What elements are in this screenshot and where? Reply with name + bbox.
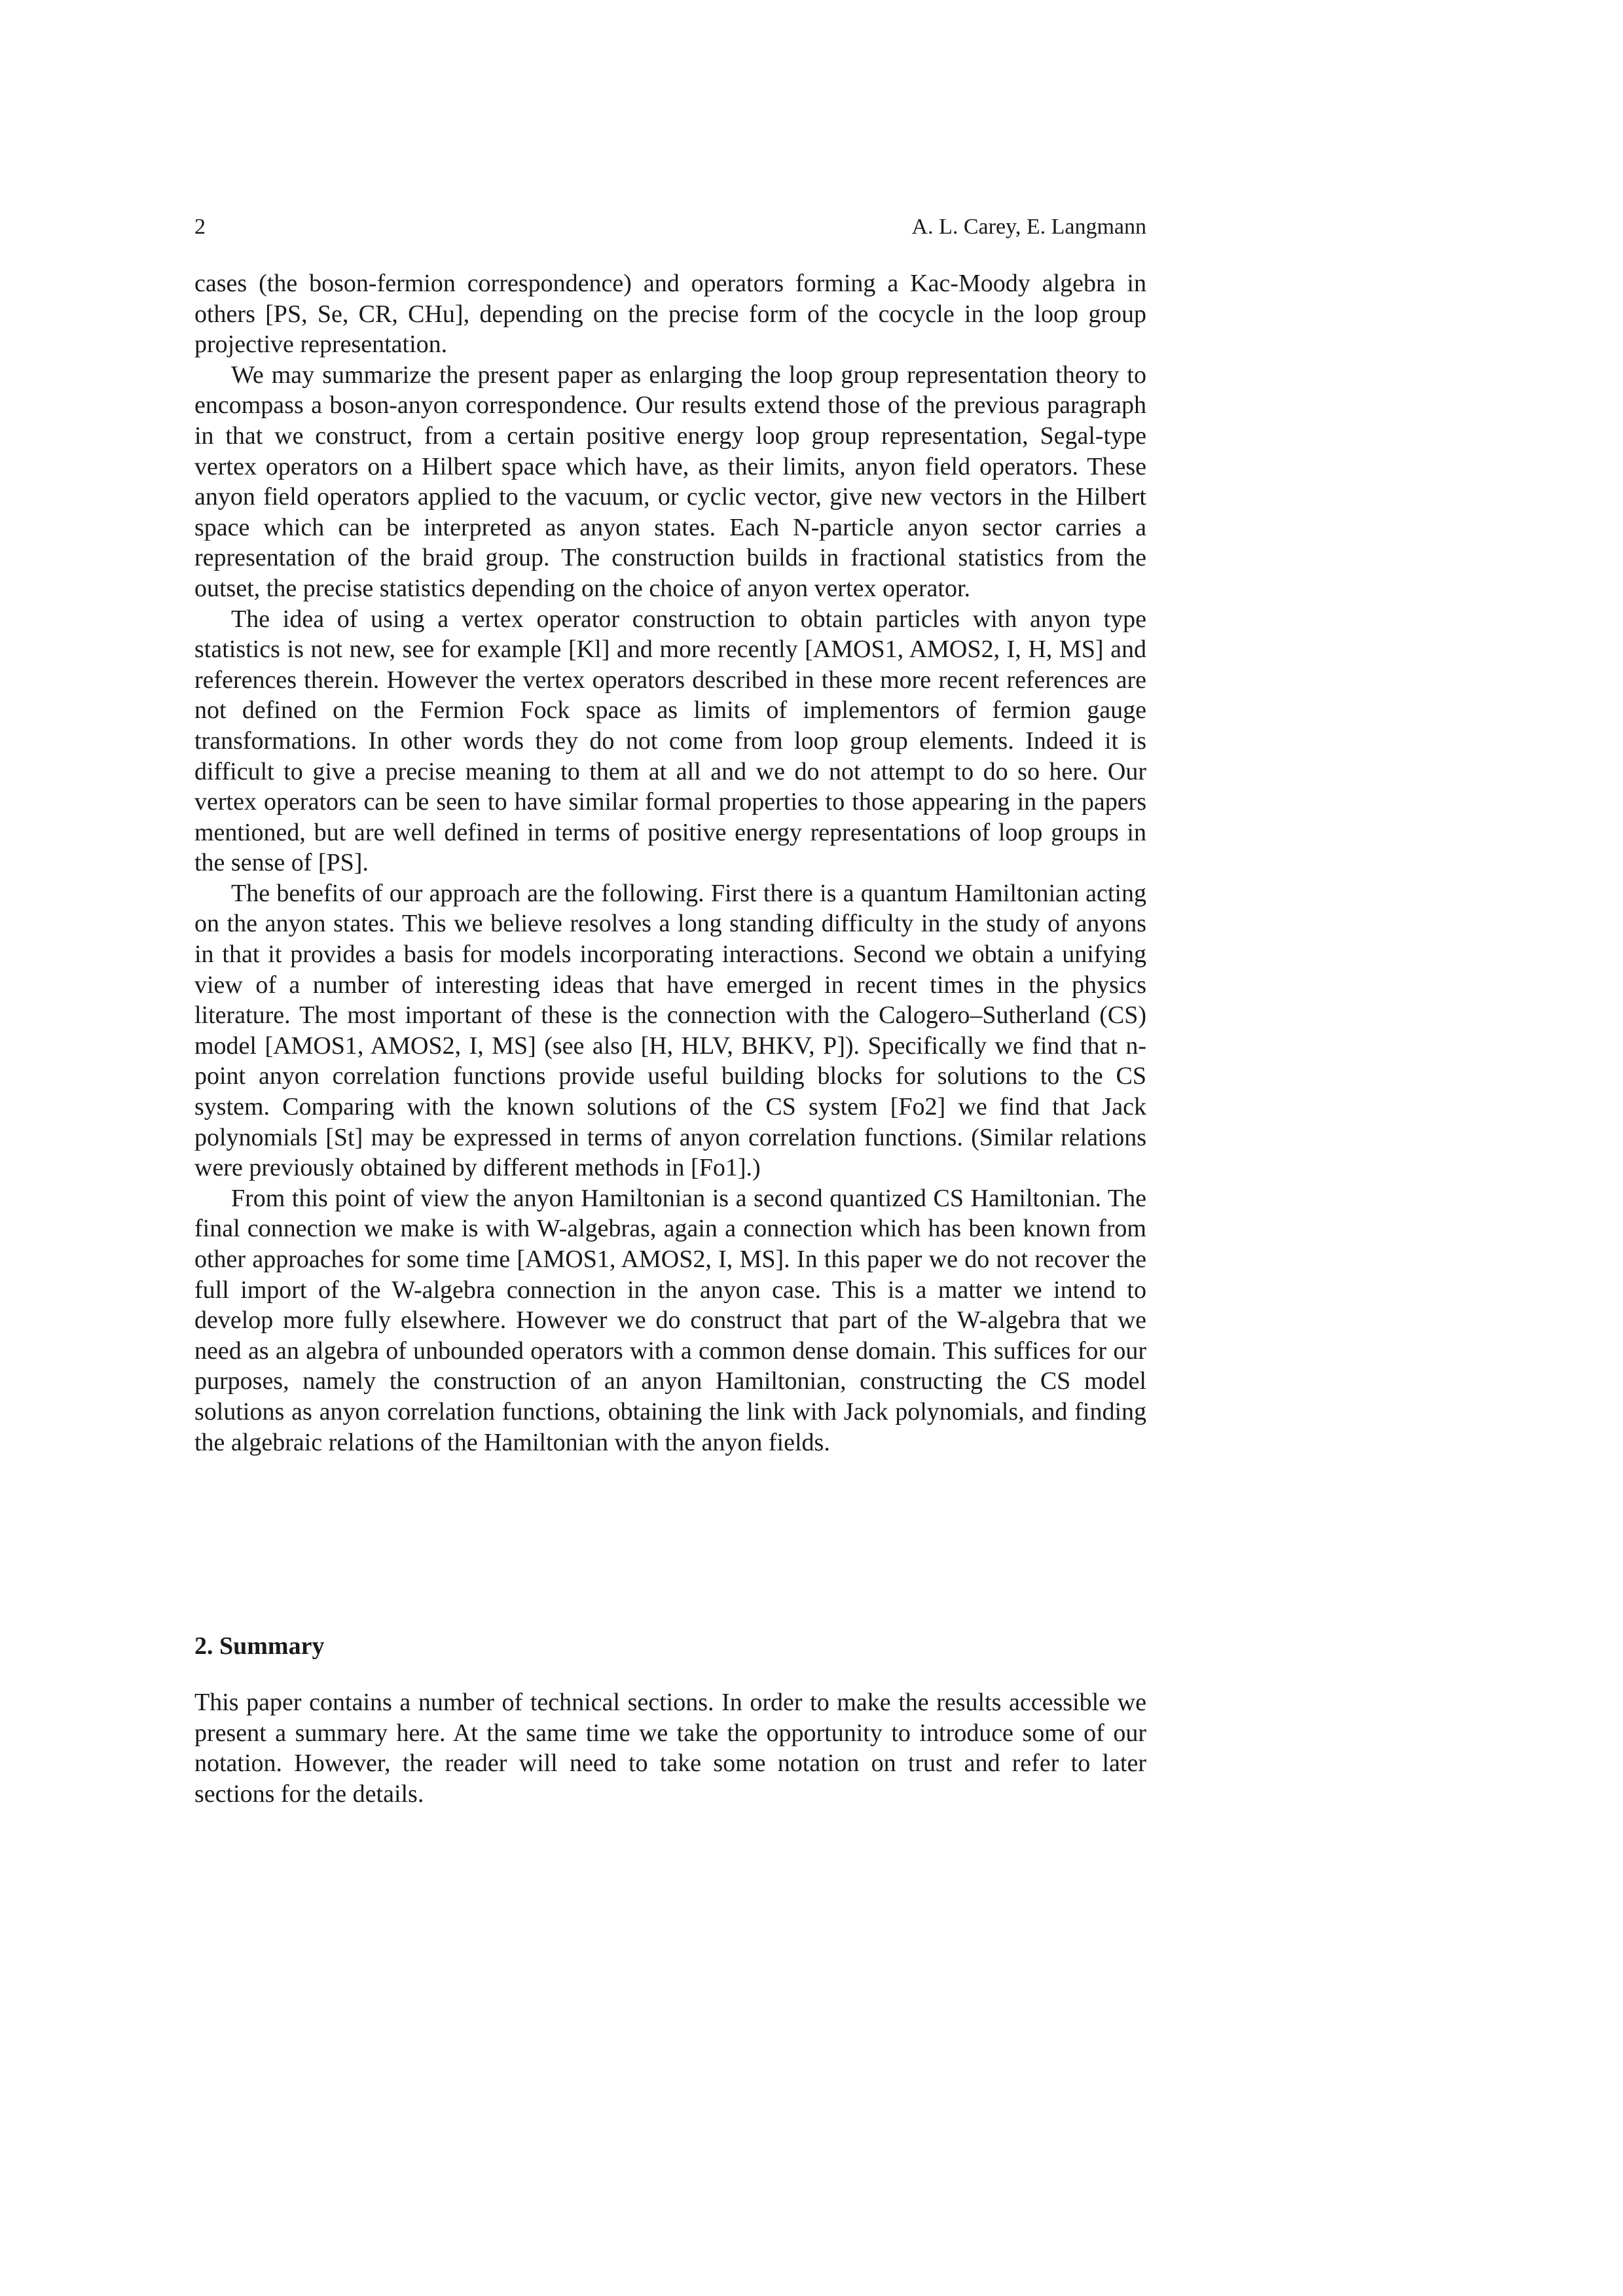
page-number: 2 xyxy=(194,215,206,239)
paragraph-summary-of-paper: We may summarize the present paper as enlarging the loop group representation theory to encompass a boson-anyon correspondence. Our results extend those of the previous paragraph in that we construct, from a certain positive energy loop group representation, Segal-type vertex operators on a Hilbert space which have, as their limits, anyon field operators. These anyon field operators applied to the vacuum, or cyclic vector, give new vectors in the Hilbert space which can be interpreted as anyon states. Each N-particle anyon sector carries a representation of the braid group. The construction builds in fractional statistics from the outset, the precise statistics depending on the choice of anyon vertex operator. xyxy=(194,361,1146,602)
paragraph-summary-section: This paper contains a number of technical sections. In order to make the results accessible we present a summary here. At the same time we take the opportunity to introduce some of our notation. However, the reader will need to take some notation on trust and refer to later sections for the details. xyxy=(194,1689,1146,1808)
paragraph-vertex-operator-idea: The idea of using a vertex operator construction to obtain particles with anyon type statistics is not new, see for example [Kl] and more recently [AMOS1, AMOS2, I, H, MS] and references therein. However the vertex operators described in these more recent references are not defined on the Fermion Fock space as limits of implementors of fermion gauge transformations. In other words they do not come from loop group elements. Indeed it is difficult to give a precise meaning to them at all and we do not attempt to do so here. Our vertex operators can be seen to have similar formal properties to those appearing in the papers mentioned, but are well defined in terms of positive energy representations of loop groups in the sense of [PS]. xyxy=(194,605,1146,877)
section-heading-summary: 2. Summary xyxy=(194,1632,325,1660)
body-text xyxy=(194,268,1146,1458)
paragraph-benefits: The benefits of our approach are the following. First there is a quantum Hamiltonian acting on the anyon states. This we believe resolves a long standing difficulty in the study of anyons in that it provides a basis for models incorporating interactions. Second we obtain a unifying view of a number of interesting ideas that have emerged in recent times in the physics literature. The most important of these is the connection with the Calogero–Sutherland (CS) model [AMOS1, AMOS2, I, MS] (see also [H, HLV, BHKV, P]). Specifically we find that n-point anyon correlation functions provide useful building blocks for solutions to the CS system. Comparing with the known solutions of the CS system [Fo2] we find that Jack polynomials [St] may be expressed in terms of anyon correlation functions. (Similar relations were previously obtained by different methods in [Fo1].) xyxy=(194,879,1146,1182)
running-head xyxy=(194,211,1146,243)
running-head-authors: A. L. Carey, E. Langmann xyxy=(911,215,1146,239)
paragraph-continuation: cases (the boson-fermion correspondence) and operators forming a Kac-Moody algebra in others [PS, Se, CR, CHu], depending on the precise form of the cocycle in the loop group projective representation. xyxy=(194,270,1146,359)
paragraph-anyon-hamiltonian: From this point of view the anyon Hamiltonian is a second quantized CS Hamiltonian. The final connection we make is with W-algebras, again a connection which has been known from other approaches for some time [AMOS1, AMOS2, I, MS]. In this paper we do not recover the full import of the W-algebra connection in the anyon case. This is a matter we intend to develop more fully elsewhere. However we do construct that part of the W-algebra that we need as an algebra of unbounded operators with a common dense domain. This suffices for our purposes, namely the construction of an anyon Hamiltonian, constructing the CS model solutions as anyon correlation functions, obtaining the link with Jack polynomials, and finding the algebraic relations of the Hamiltonian with the anyon fields. xyxy=(194,1184,1146,1456)
